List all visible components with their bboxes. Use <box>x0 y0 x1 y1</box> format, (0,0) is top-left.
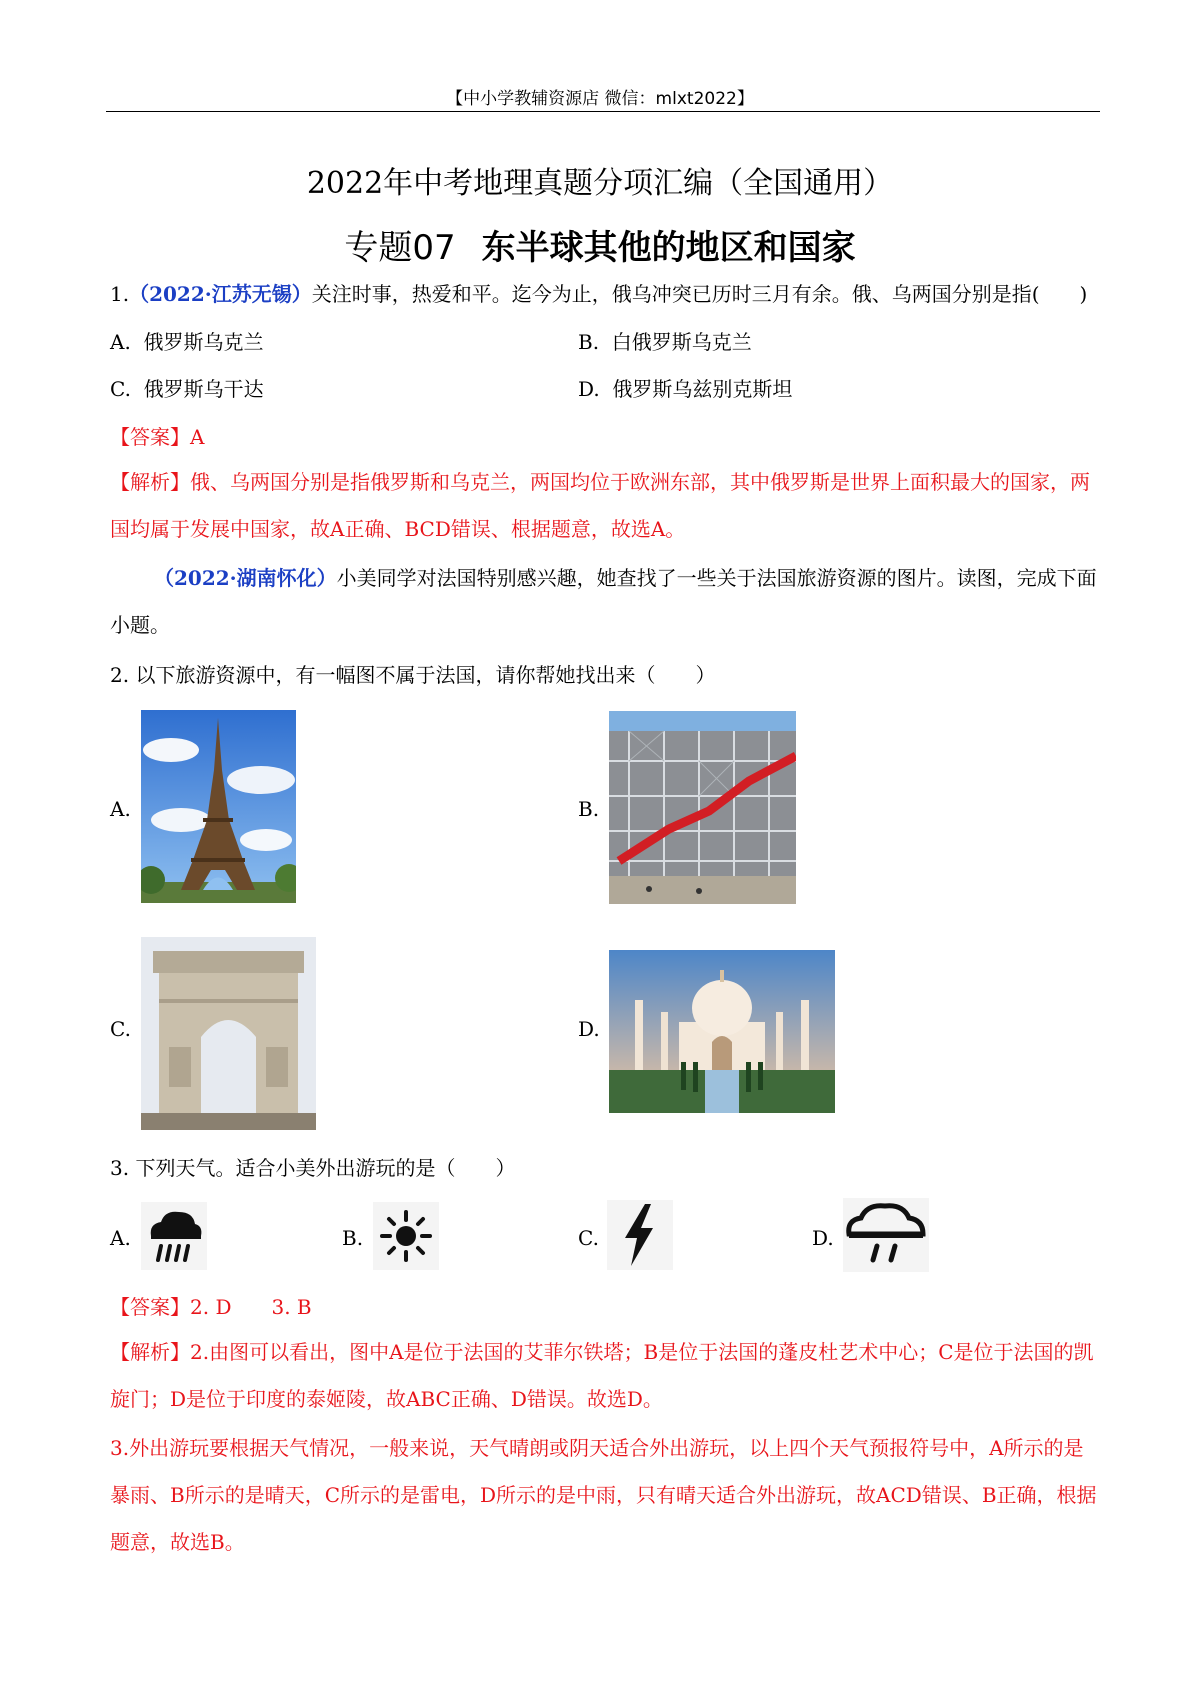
analysis-text-part1: 2.由图可以看出，图中A是位于法国的艾菲尔铁塔；B是位于法国的蓬皮杜艺术中心；C是位于法国的凯旋门；D是位于印度的泰姬陵，故ABC正确、D错误。故选D。 <box>110 1340 1094 1411</box>
q1-option-d <box>578 377 792 401</box>
q1-number: 1. <box>110 282 130 306</box>
group-intro <box>110 555 1100 649</box>
answer-label: 【答案】 <box>110 1295 190 1319</box>
analysis-label: 【解析】 <box>110 1340 190 1364</box>
rainstorm-icon <box>141 1202 207 1270</box>
option-label: C. <box>110 377 131 401</box>
taj-mahal-image <box>609 950 835 1113</box>
q1-stem: 关注时事，热爱和平。迄今为止，俄乌冲突已历时三月有余。俄、乌两国分别是指( ) <box>311 282 1088 306</box>
page-header: 【中小学教辅资源店 微信：mlxt2022】 <box>446 89 754 109</box>
q1-option-a <box>110 330 264 354</box>
option-text: 白俄罗斯乌克兰 <box>611 330 752 354</box>
thunder-icon <box>607 1200 673 1270</box>
moderate-rain-icon <box>843 1198 929 1272</box>
intro-source: （2022·湖南怀化） <box>154 566 337 590</box>
option-text: 俄罗斯乌克兰 <box>143 330 264 354</box>
q1-option-b <box>578 330 752 354</box>
group-analysis-part1 <box>110 1329 1100 1423</box>
document-title: 2022年中考地理真题分项汇编（全国通用） <box>306 166 894 201</box>
topic-name: 东半球其他的地区和国家 <box>481 228 856 268</box>
q3-option-d-label: D. <box>812 1226 834 1250</box>
option-label: A. <box>110 330 131 354</box>
option-label: B. <box>578 330 600 354</box>
analysis-text: 俄、乌两国分别是指俄罗斯和乌克兰，两国均位于欧洲东部，其中俄罗斯是世界上面积最大的国家，两国均属于发展中国家，故A正确、BCD错误、根据题意，故选A。 <box>110 470 1090 541</box>
q1-line <box>110 282 1087 306</box>
option-text: 俄罗斯乌兹别克斯坦 <box>612 377 793 401</box>
answer-text: 2. D 3. B <box>190 1295 312 1319</box>
q1-answer: 【答案】A <box>110 425 205 449</box>
q3-option-c-label: C. <box>578 1226 599 1250</box>
q2-option-d-label: D. <box>578 1017 600 1041</box>
analysis-label: 【解析】 <box>110 470 190 494</box>
q3-option-b-label: B. <box>342 1226 364 1250</box>
q1-option-c <box>110 377 264 401</box>
topic-title <box>0 220 1200 269</box>
pompidou-centre-image <box>609 711 796 904</box>
q3-option-a-label: A. <box>110 1226 131 1250</box>
intro-text: 小美同学对法国特别感兴趣，她查找了一些关于法国旅游资源的图片。读图，完成下面小题。 <box>110 566 1097 637</box>
arc-de-triomphe-image <box>141 937 316 1130</box>
q2-option-a-label: A. <box>110 797 131 821</box>
option-text: 俄罗斯乌干达 <box>143 377 264 401</box>
header-rule <box>106 111 1100 112</box>
eiffel-tower-image <box>141 710 296 903</box>
q1-analysis <box>110 459 1100 553</box>
topic-number: 专题07 <box>344 228 456 268</box>
q2-option-b-label: B. <box>578 797 600 821</box>
q2-option-c-label: C. <box>110 1017 131 1041</box>
q2-stem: 2. 以下旅游资源中，有一幅图不属于法国，请你帮她找出来（ ） <box>110 663 716 687</box>
sunny-icon <box>373 1202 439 1270</box>
group-answer <box>110 1295 312 1319</box>
group-analysis-part2: 3.外出游玩要根据天气情况，一般来说，天气晴朗或阴天适合外出游玩，以上四个天气预报符号中，A所示的是暴雨、B所示的是晴天，C所示的是雷电，D所示的是中雨，只有晴天适合外出游玩，故ACD错误、B正确，根据题意，故选B。 <box>110 1436 1097 1554</box>
q3-stem: 3. 下列天气。适合小美外出游玩的是（ ） <box>110 1156 516 1180</box>
option-label: D. <box>578 377 600 401</box>
q1-source: （2022·江苏无锡） <box>129 282 312 306</box>
